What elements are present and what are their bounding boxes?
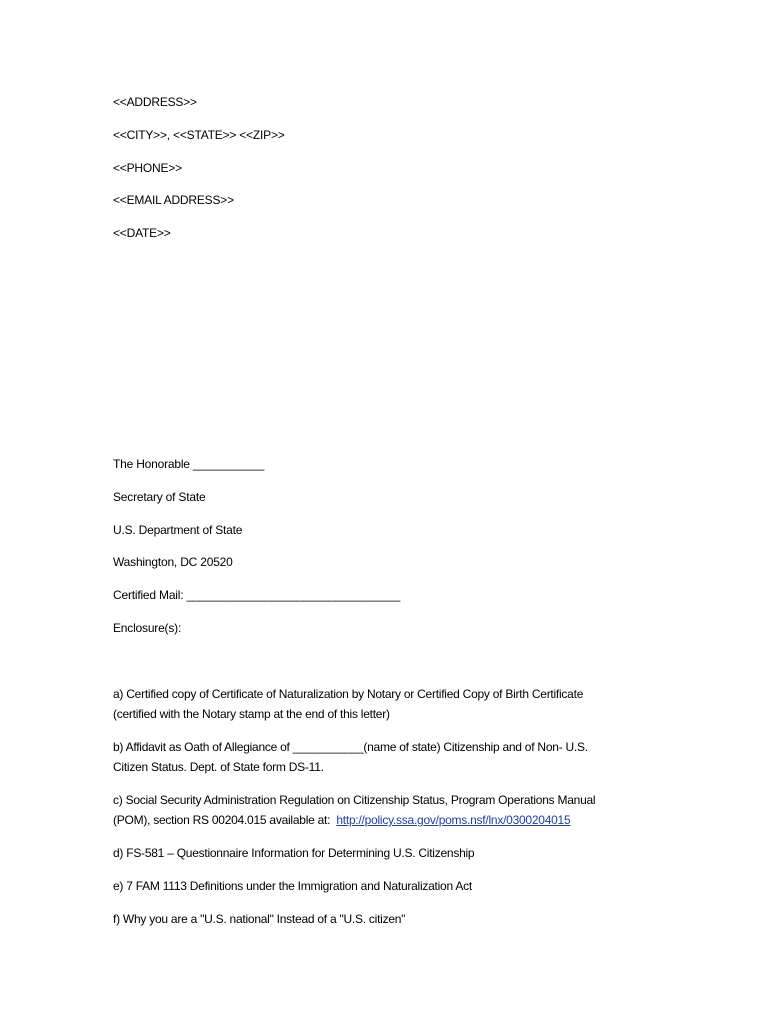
- enclosure-item-b: [113, 737, 658, 777]
- enclosure-a-line1: a) Certified copy of Certificate of Naturalization by Notary or Certified Copy of Birth Certificate: [113, 687, 584, 701]
- enclosure-a-line2: (certified with the Notary stamp at the end of this letter): [113, 707, 390, 721]
- letter-date: <<DATE>>: [113, 226, 171, 240]
- enclosure-c-line1: c) Social Security Administration Regulation on Citizenship Status, Program Operations Manual: [113, 793, 596, 807]
- enclosure-b-line2: Citizen Status. Dept. of State form DS-11.: [113, 760, 324, 774]
- enclosure-e-text: e) 7 FAM 1113 Definitions under the Immigration and Naturalization Act: [113, 879, 472, 893]
- enclosure-item-a: [113, 684, 658, 724]
- sender-address: <<ADDRESS>>: [113, 95, 197, 109]
- enclosure-c-line2: [113, 810, 658, 830]
- enclosure-b-line1: b) Affidavit as Oath of Allegiance of ___________(name of state) Citizenship and of Non- U.S.: [113, 740, 588, 754]
- recipient-department: U.S. Department of State: [113, 523, 243, 537]
- recipient-honorable: The Honorable ___________: [113, 457, 265, 471]
- enclosure-item-f: [113, 909, 658, 929]
- sender-city-state-zip: <<CITY>>, <<STATE>> <<ZIP>>: [113, 128, 285, 142]
- enclosure-c-line2-text: (POM), section RS 00204.015 available at:: [113, 813, 337, 827]
- enclosure-item-e: [113, 876, 658, 896]
- sender-email: <<EMAIL ADDRESS>>: [113, 193, 234, 207]
- ssa-policy-link[interactable]: http://policy.ssa.gov/poms.nsf/lnx/0300204015: [336, 813, 571, 827]
- recipient-title: Secretary of State: [113, 490, 206, 504]
- enclosure-item-d: [113, 843, 658, 863]
- enclosure-item-c: [113, 790, 658, 830]
- certified-mail-line: Certified Mail: _________________________________: [113, 588, 401, 602]
- enclosures-label: Enclosure(s):: [113, 621, 182, 635]
- enclosure-d-text: d) FS-581 – Questionnaire Information for Determining U.S. Citizenship: [113, 846, 475, 860]
- sender-phone: <<PHONE>>: [113, 161, 182, 175]
- enclosure-f-text: f) Why you are a "U.S. national" Instead of a "U.S. citizen": [113, 912, 406, 926]
- recipient-city: Washington, DC 20520: [113, 555, 233, 569]
